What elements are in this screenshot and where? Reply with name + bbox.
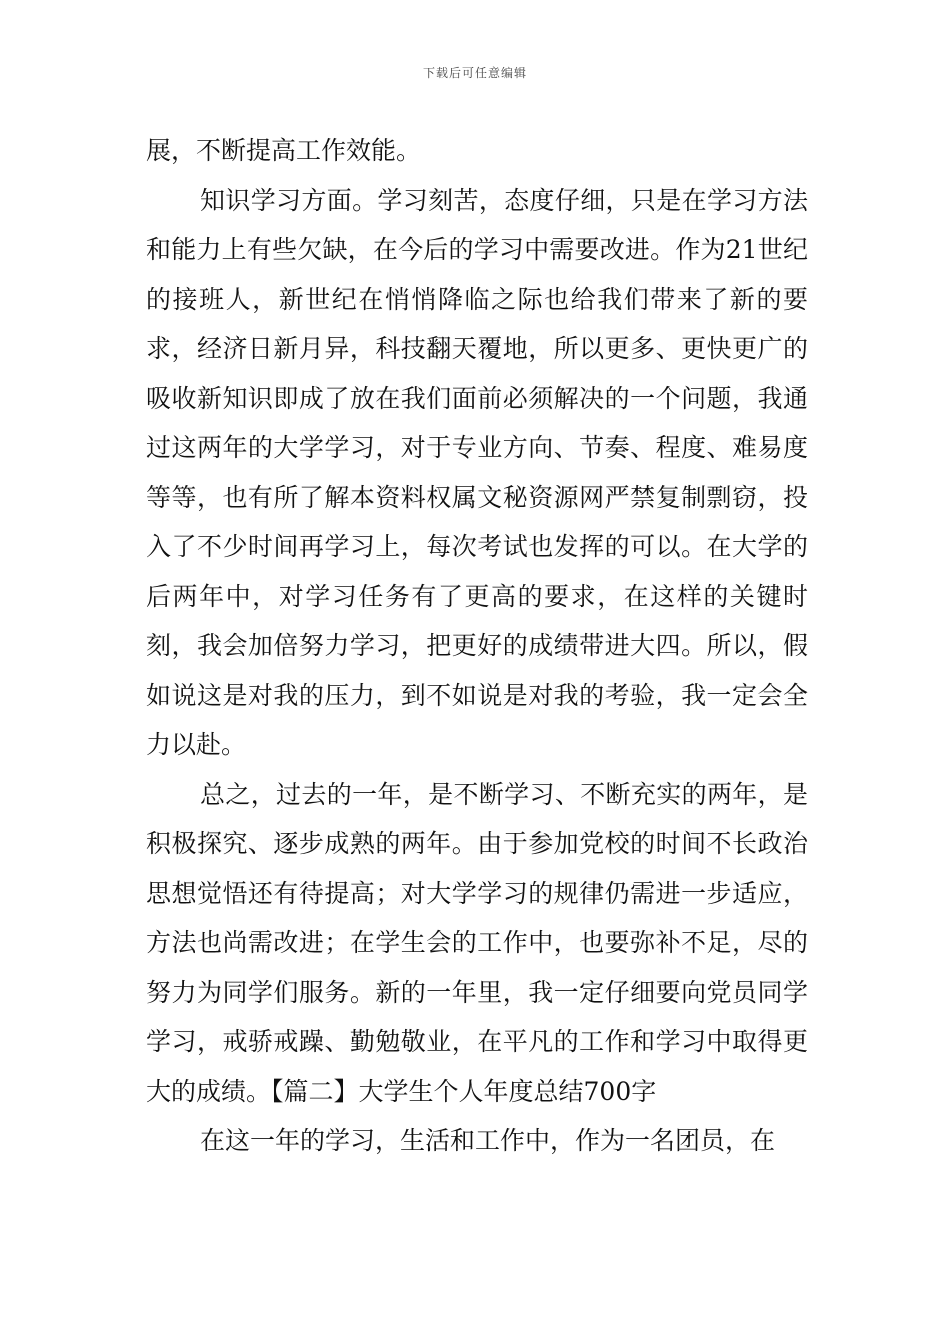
- document-body: [146, 126, 808, 1166]
- page-header: 下载后可任意编辑: [422, 66, 527, 80]
- paragraph-summary: 总之，过去的一年，是不断学习、不断充实的两年，是积极探究、逐步成熟的两年。由于参加党校的时间不长政治思想觉悟还有待提高；对大学学习的规律仍需进一步适应，方法也尚需改进；在学生会的工作中，也要弥补不足，尽的努力为同学们服务。新的一年里，我一定仔细要向党员同学学习，戒骄戒躁、勤勉敬业，在平凡的工作和学习中取得更大的成绩。【篇二】大学生个人年度总结700字: [146, 779, 808, 1106]
- paragraph-study: 知识学习方面。学习刻苦，态度仔细，只是在学习方法和能力上有些欠缺，在今后的学习中需要改进。作为21世纪的接班人，新世纪在悄悄降临之际也给我们带来了新的要求，经济日新月异，科技翻天覆地，所以更多、更快更广的吸收新知识即成了放在我们面前必须解决的一个问题，我通过这两年的大学学习，对于专业方向、节奏、程度、难易度等等，也有所了解本资料权属文秘资源网严禁复制剽窃，投入了不少时间再学习上，每次考试也发挥的可以。在大学的后两年中，对学习任务有了更高的要求，在这样的关键时刻，我会加倍努力学习，把更好的成绩带进大四。所以，假如说这是对我的压力，到不如说是对我的考验，我一定会全力以赴。: [146, 185, 808, 759]
- paragraph-continuation: 展，不断提高工作效能。: [146, 136, 422, 165]
- paragraph-part-two-start: 在这一年的学习，生活和工作中，作为一名团员，在: [200, 1126, 776, 1155]
